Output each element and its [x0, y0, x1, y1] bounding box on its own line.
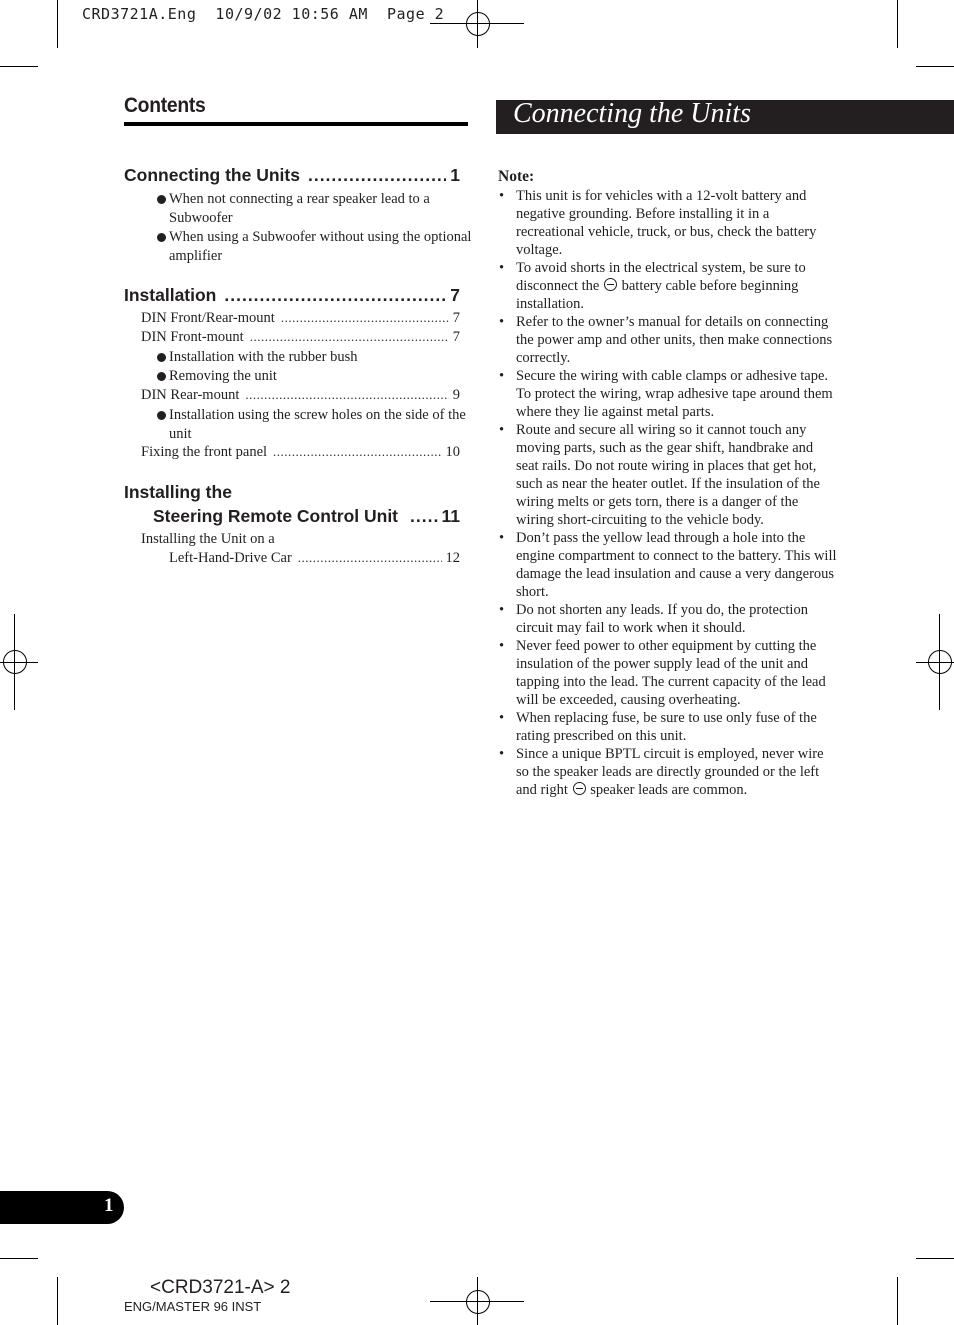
note-item-text: Since a unique BPTL circuit is employed, never wire so the speaker leads are directly grounded or the left and right: [516, 746, 824, 798]
toc-heading[interactable]: [124, 285, 460, 306]
toc-heading-line[interactable]: Installing the: [124, 482, 232, 502]
toc-entry-text[interactable]: Installing the Unit on a: [141, 531, 275, 547]
toc-page-number: 11: [441, 506, 460, 526]
page-number: 1: [104, 1195, 114, 1216]
note-item: • When replacing fuse, be sure to use only fuse of the rating prescribed on this unit.: [499, 709, 839, 745]
negative-terminal-icon: [573, 782, 586, 795]
toc-page-number: 10: [445, 444, 460, 460]
document-code: <CRD3721-A> 2: [150, 1277, 291, 1298]
note-item: • This unit is for vehicles with a 12-volt battery and negative grounding. Before installing it in a recreational vehicle, truck, or bus, check the battery voltage.: [499, 187, 839, 259]
note-item: [499, 745, 839, 799]
crop-mark: [0, 1258, 38, 1259]
registration-mark: [466, 12, 490, 36]
toc-entry[interactable]: [141, 387, 460, 404]
registration-mark: [466, 1290, 490, 1314]
registration-mark: [928, 650, 952, 674]
note-item: • Never feed power to other equipment by cutting the insulation of the power supply lead of the unit and tapping into the lead. The current capacity of the lead will be exceeded, causing overheating.: [499, 637, 839, 709]
toc-entry-text: DIN Front-mount: [141, 329, 244, 345]
dot-leader: [298, 550, 442, 566]
note-item: • Route and secure all wiring so it cannot touch any moving parts, such as the gear shift, handbrake and seat rails. Do not route wiring in places that get hot, such as near the heater outlet. If the insulation of the wiring melts or gets torn, there is a danger of the wiring short-circuiting to the vehicle body.: [499, 421, 839, 529]
section-title: Connecting the Units: [513, 98, 751, 129]
note-item: • Refer to the owner’s manual for details on connecting the power amp and other units, then make connections correctly.: [499, 313, 839, 367]
toc-bullet-entry[interactable]: Installation using the screw holes on the side of the unit: [157, 406, 472, 444]
note-list: [499, 187, 839, 799]
contents-rule: [124, 122, 468, 126]
note-item: [499, 259, 839, 313]
print-slug: CRD3721A.Eng 10/9/02 10:56 AM Page 2: [82, 5, 445, 23]
dot-leader: [273, 444, 441, 460]
toc-page-number: 7: [450, 285, 460, 305]
toc-heading[interactable]: [124, 165, 460, 186]
dot-leader: [224, 285, 446, 306]
crop-mark: [916, 1258, 954, 1259]
toc-page-number: 7: [452, 329, 460, 345]
dot-leader: [308, 165, 446, 186]
note-item: • Do not shorten any leads. If you do, the protection circuit may fail to work when it should.: [499, 601, 839, 637]
toc-bullet-entry[interactable]: When not connecting a rear speaker lead to a Subwoofer: [157, 190, 472, 228]
crop-mark: [897, 0, 898, 48]
toc-page-number: 1: [450, 165, 460, 185]
dot-leader: [245, 387, 448, 403]
note-item: • Secure the wiring with cable clamps or adhesive tape. To protect the wiring, wrap adhesive tape around them where they lie against metal parts.: [499, 367, 839, 421]
toc-entry[interactable]: [141, 444, 460, 461]
toc-entry-text: Left-Hand-Drive Car: [169, 550, 292, 566]
dot-leader: [410, 506, 437, 527]
crop-mark: [897, 1277, 898, 1325]
toc-entry[interactable]: [141, 310, 460, 327]
negative-terminal-icon: [604, 278, 617, 291]
toc-entry-text: DIN Front/Rear-mount: [141, 310, 275, 326]
note-item-text: To avoid shorts in the electrical system, be sure to disconnect the: [516, 260, 806, 294]
note-title: Note:: [498, 168, 535, 185]
toc-heading-text: Steering Remote Control Unit: [153, 506, 399, 526]
toc-page-number: 7: [452, 310, 460, 326]
dot-leader: [281, 310, 449, 326]
toc-entry-text: Fixing the front panel: [141, 444, 268, 460]
toc-bullet-entry[interactable]: Removing the unit: [157, 367, 472, 386]
dot-leader: [250, 329, 449, 345]
crop-mark: [57, 1277, 58, 1325]
toc-bullet-entry[interactable]: When using a Subwoofer without using the optional amplifier: [157, 228, 472, 266]
master-label: ENG/MASTER 96 INST: [124, 1299, 262, 1314]
note-item: • Don’t pass the yellow lead through a hole into the engine compartment to connect to the battery. This will damage the lead insulation and cause a very dangerous short.: [499, 529, 839, 601]
note-item-text: speaker leads are common.: [586, 782, 748, 798]
contents-title: Contents: [124, 94, 206, 117]
crop-mark: [0, 66, 38, 67]
toc-bullet-entry[interactable]: Installation with the rubber bush: [157, 348, 472, 367]
registration-mark: [3, 650, 27, 674]
toc-heading-text: Connecting the Units: [124, 165, 300, 185]
note-item-text: battery cable before beginning installation.: [516, 278, 799, 312]
toc-entry[interactable]: [141, 329, 460, 346]
toc-entry[interactable]: [169, 550, 460, 567]
crop-mark: [57, 0, 58, 48]
toc-entry-text: DIN Rear-mount: [141, 387, 240, 403]
toc-heading[interactable]: [153, 506, 460, 527]
toc-page-number: 12: [445, 550, 460, 566]
crop-mark: [916, 66, 954, 67]
toc-heading-text: Installation: [124, 285, 217, 305]
toc-page-number: 9: [452, 387, 460, 403]
